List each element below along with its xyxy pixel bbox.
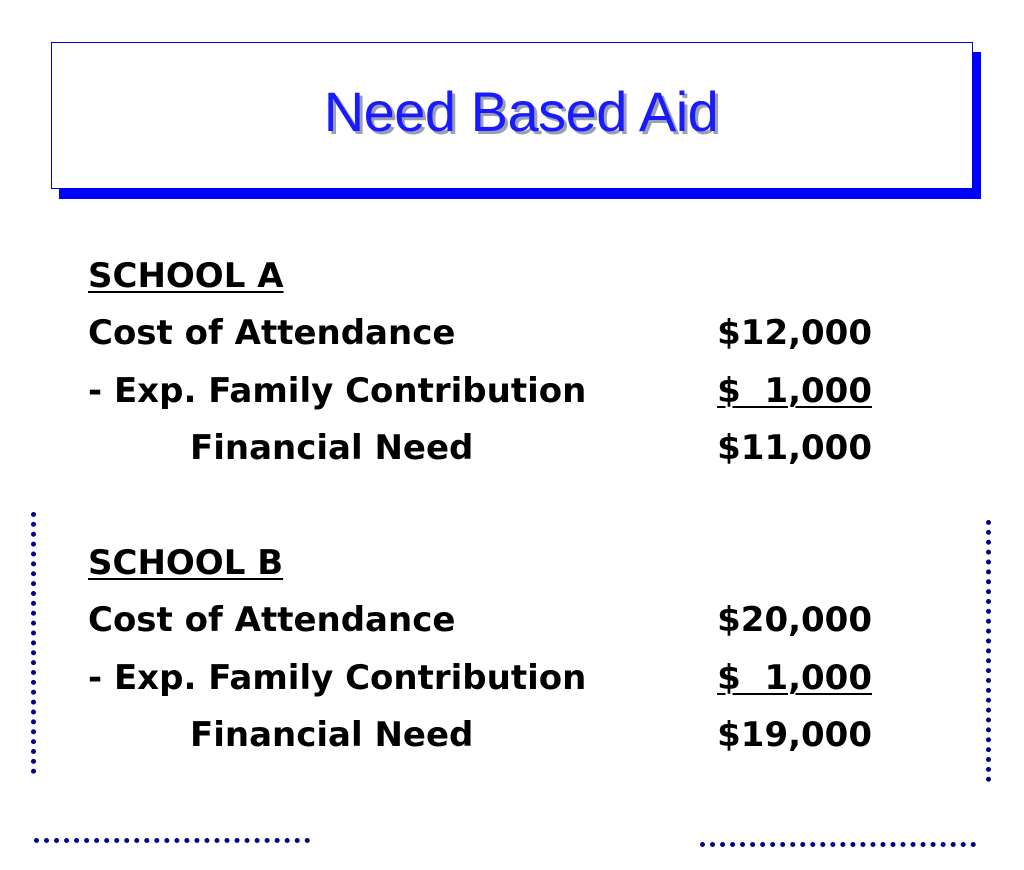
left-dotted-divider [31,512,36,774]
right-dotted-divider [986,520,991,782]
bottom-right-dotted-divider [700,842,976,847]
school-a-efc-value: $ 1,000 [717,371,872,411]
school-b-need-value: $19,000 [717,715,872,755]
school-a-cost-value: $12,000 [717,313,872,353]
school-b-heading: SCHOOL B [88,543,284,583]
slide-title: Need Based Aid [323,80,719,143]
school-b-need-label: Financial Need [190,715,474,755]
school-b-efc-label: - Exp. Family Contribution [88,658,587,698]
school-a-efc-label: - Exp. Family Contribution [88,371,587,411]
school-a-cost-label: Cost of Attendance [88,313,456,353]
school-a-heading: SCHOOL A [88,256,284,296]
school-b-cost-value: $20,000 [717,600,872,640]
title-box [51,42,973,189]
school-a-need-label: Financial Need [190,428,474,468]
bottom-left-dotted-divider [34,838,310,843]
school-b-efc-value: $ 1,000 [717,658,872,698]
school-a-need-value: $11,000 [717,428,872,468]
school-b-cost-label: Cost of Attendance [88,600,456,640]
